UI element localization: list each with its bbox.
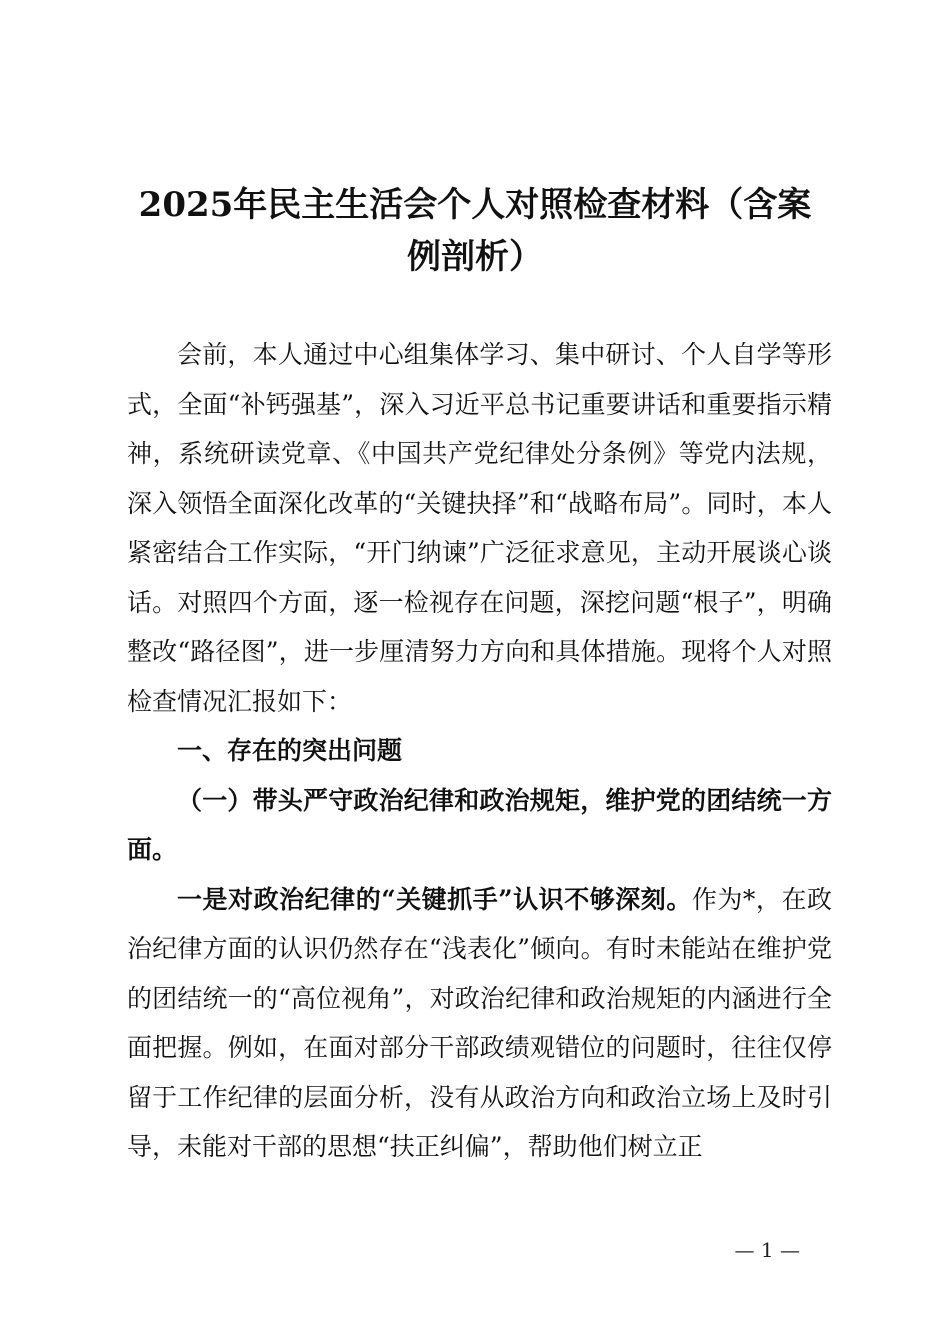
page-number: — 1 — xyxy=(734,1238,800,1262)
section-heading-1: 一、存在的突出问题 xyxy=(177,736,403,765)
document-body xyxy=(127,330,832,1172)
point-text: 作为*，在政治纪律方面的认识仍然存在“浅表化”倾向。有时未能站在维护党的团结统一的“高位视角”，对政治纪律和政治规矩的内涵进行全面把握。例如，在面对部分干部政绩观错位的问题时，往往仅停留于工作纪律的层面分析，没有从政治方向和政治立场上及时引导，未能对干部的思想“扶正纠偏”，帮助他们树立正 xyxy=(127,884,832,1161)
document-title-line-1: 2025年民主生活会个人对照检查材料（含案 xyxy=(138,185,812,225)
point-paragraph-1 xyxy=(127,875,832,1172)
document-title-line-2: 例剖析） xyxy=(407,237,543,277)
intro-paragraph: 会前，本人通过中心组集体学习、集中研讨、个人自学等形式，全面“补钙强基”，深入习近平总书记重要讲话和重要指示精神，系统研读党章、《中国共产党纪律处分条例》等党内法规，深入领悟全面深化改革的“关键抉择”和“战略布局”。同时，本人紧密结合工作实际，“开门纳谏”广泛征求意见，主动开展谈心谈话。对照四个方面，逐一检视存在问题，深挖问题“根子”，明确整改“路径图”，进一步厘清努力方向和具体措施。现将个人对照检查情况汇报如下： xyxy=(127,340,832,716)
point-lead: 一是对政治纪律的“关键抓手”认识不够深刻。 xyxy=(177,884,692,914)
subsection-heading-1: （一）带头严守政治纪律和政治规矩，维护党的团结统一方面。 xyxy=(127,785,832,864)
